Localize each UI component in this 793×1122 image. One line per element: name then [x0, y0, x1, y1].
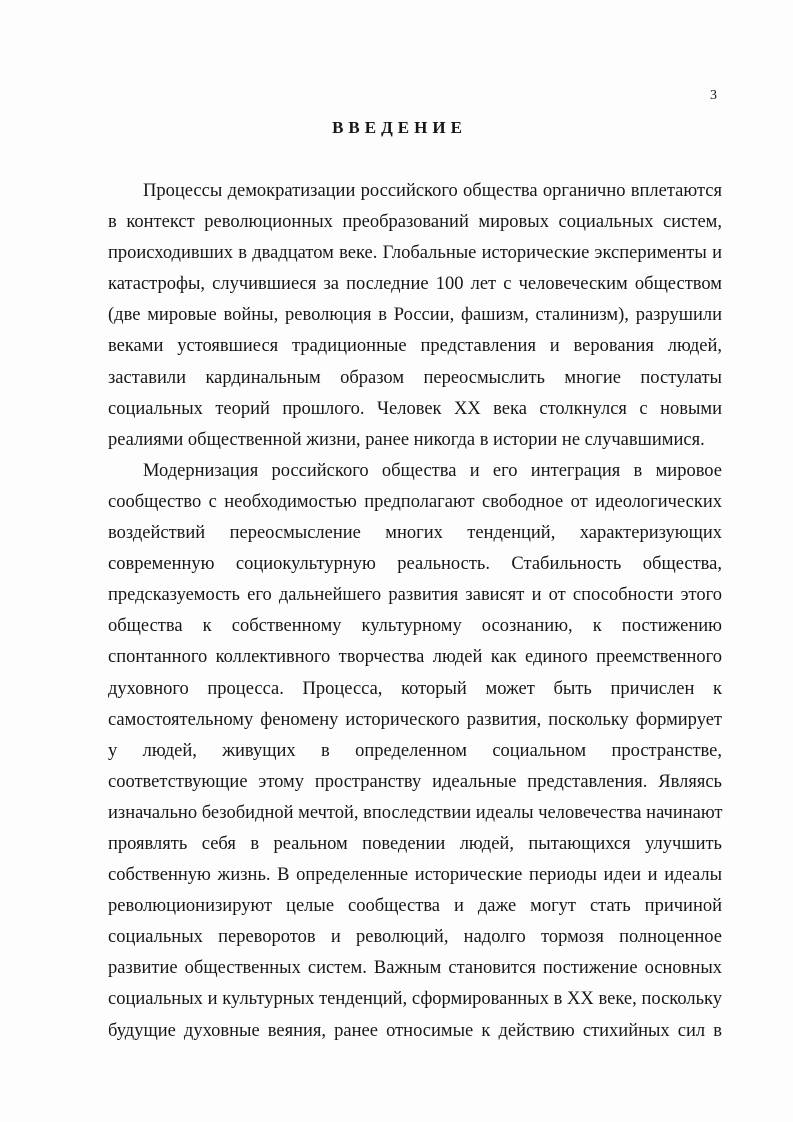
text-line: (две мировые войны, революция в России, фашизм, сталинизм), разрушили	[108, 305, 722, 326]
paragraph-1	[108, 176, 722, 456]
text-line: у людей, живущих в определенном социальном пространстве,	[108, 740, 722, 761]
text-line: заставили кардинальным образом переосмыслить многие постулаты	[108, 367, 722, 388]
text-line: сообщество с необходимостью предполагают свободное от идеологических	[108, 491, 722, 512]
text-line: Модернизация российского общества и его интеграция в мировое	[143, 460, 722, 481]
text-line: общества к собственному культурному осознанию, к постижению	[108, 616, 722, 637]
text-line: революционизируют целые сообщества и даже могут стать причиной	[108, 896, 722, 917]
text-line: социальных переворотов и революций, надолго тормозя полноценное	[108, 927, 722, 948]
text-line: предсказуемость его дальнейшего развития зависят и от способности этого	[108, 585, 722, 606]
text-line: духовного процесса. Процесса, который может быть причислен к	[108, 678, 722, 699]
text-line: происходивших в двадцатом веке. Глобальные исторические эксперименты и	[108, 243, 722, 264]
text-line: самостоятельному феномену исторического развития, поскольку формирует	[108, 709, 722, 730]
body-text	[108, 176, 722, 1047]
text-line: реалиями общественной жизни, ранее никогда в истории не случавшимися.	[108, 429, 705, 450]
text-line: проявлять себя в реальном поведении людей, пытающихся улучшить	[108, 833, 722, 854]
text-line: в контекст революционных преобразований мировых социальных систем,	[108, 212, 722, 233]
text-line: социальных теорий прошлого. Человек XX века столкнулся с новыми	[108, 398, 722, 419]
text-line: катастрофы, случившиеся за последние 100 лет с человеческим обществом	[108, 274, 722, 295]
text-line: развитие общественных систем. Важным становится постижение основных	[108, 958, 722, 979]
text-line: будущие духовные веяния, ранее относимые к действию стихийных сил в	[108, 1020, 722, 1041]
text-line: соответствующие этому пространству идеальные представления. Являясь	[108, 771, 722, 792]
text-line: собственную жизнь. В определенные исторические периоды идеи и идеалы	[108, 865, 722, 886]
text-line: Процессы демократизации российского общества органично вплетаются	[143, 181, 722, 201]
text-line: воздействий переосмысление многих тенденций, характеризующих	[108, 523, 722, 544]
text-line: спонтанного коллективного творчества людей как единого преемственного	[108, 647, 722, 668]
text-line: современную социокультурную реальность. Стабильность общества,	[108, 554, 722, 575]
text-line: изначально безобидной мечтой, впоследствии идеалы человечества начинают	[108, 802, 723, 823]
paragraph-2	[108, 456, 722, 1047]
page-number: 3	[710, 88, 717, 103]
text-line: социальных и культурных тенденций, сформированных в XX веке, поскольку	[108, 989, 722, 1010]
text-line: веками устоявшиеся традиционные представления и верования людей,	[108, 336, 722, 357]
page-title: ВВЕДЕНИЕ	[332, 118, 467, 137]
